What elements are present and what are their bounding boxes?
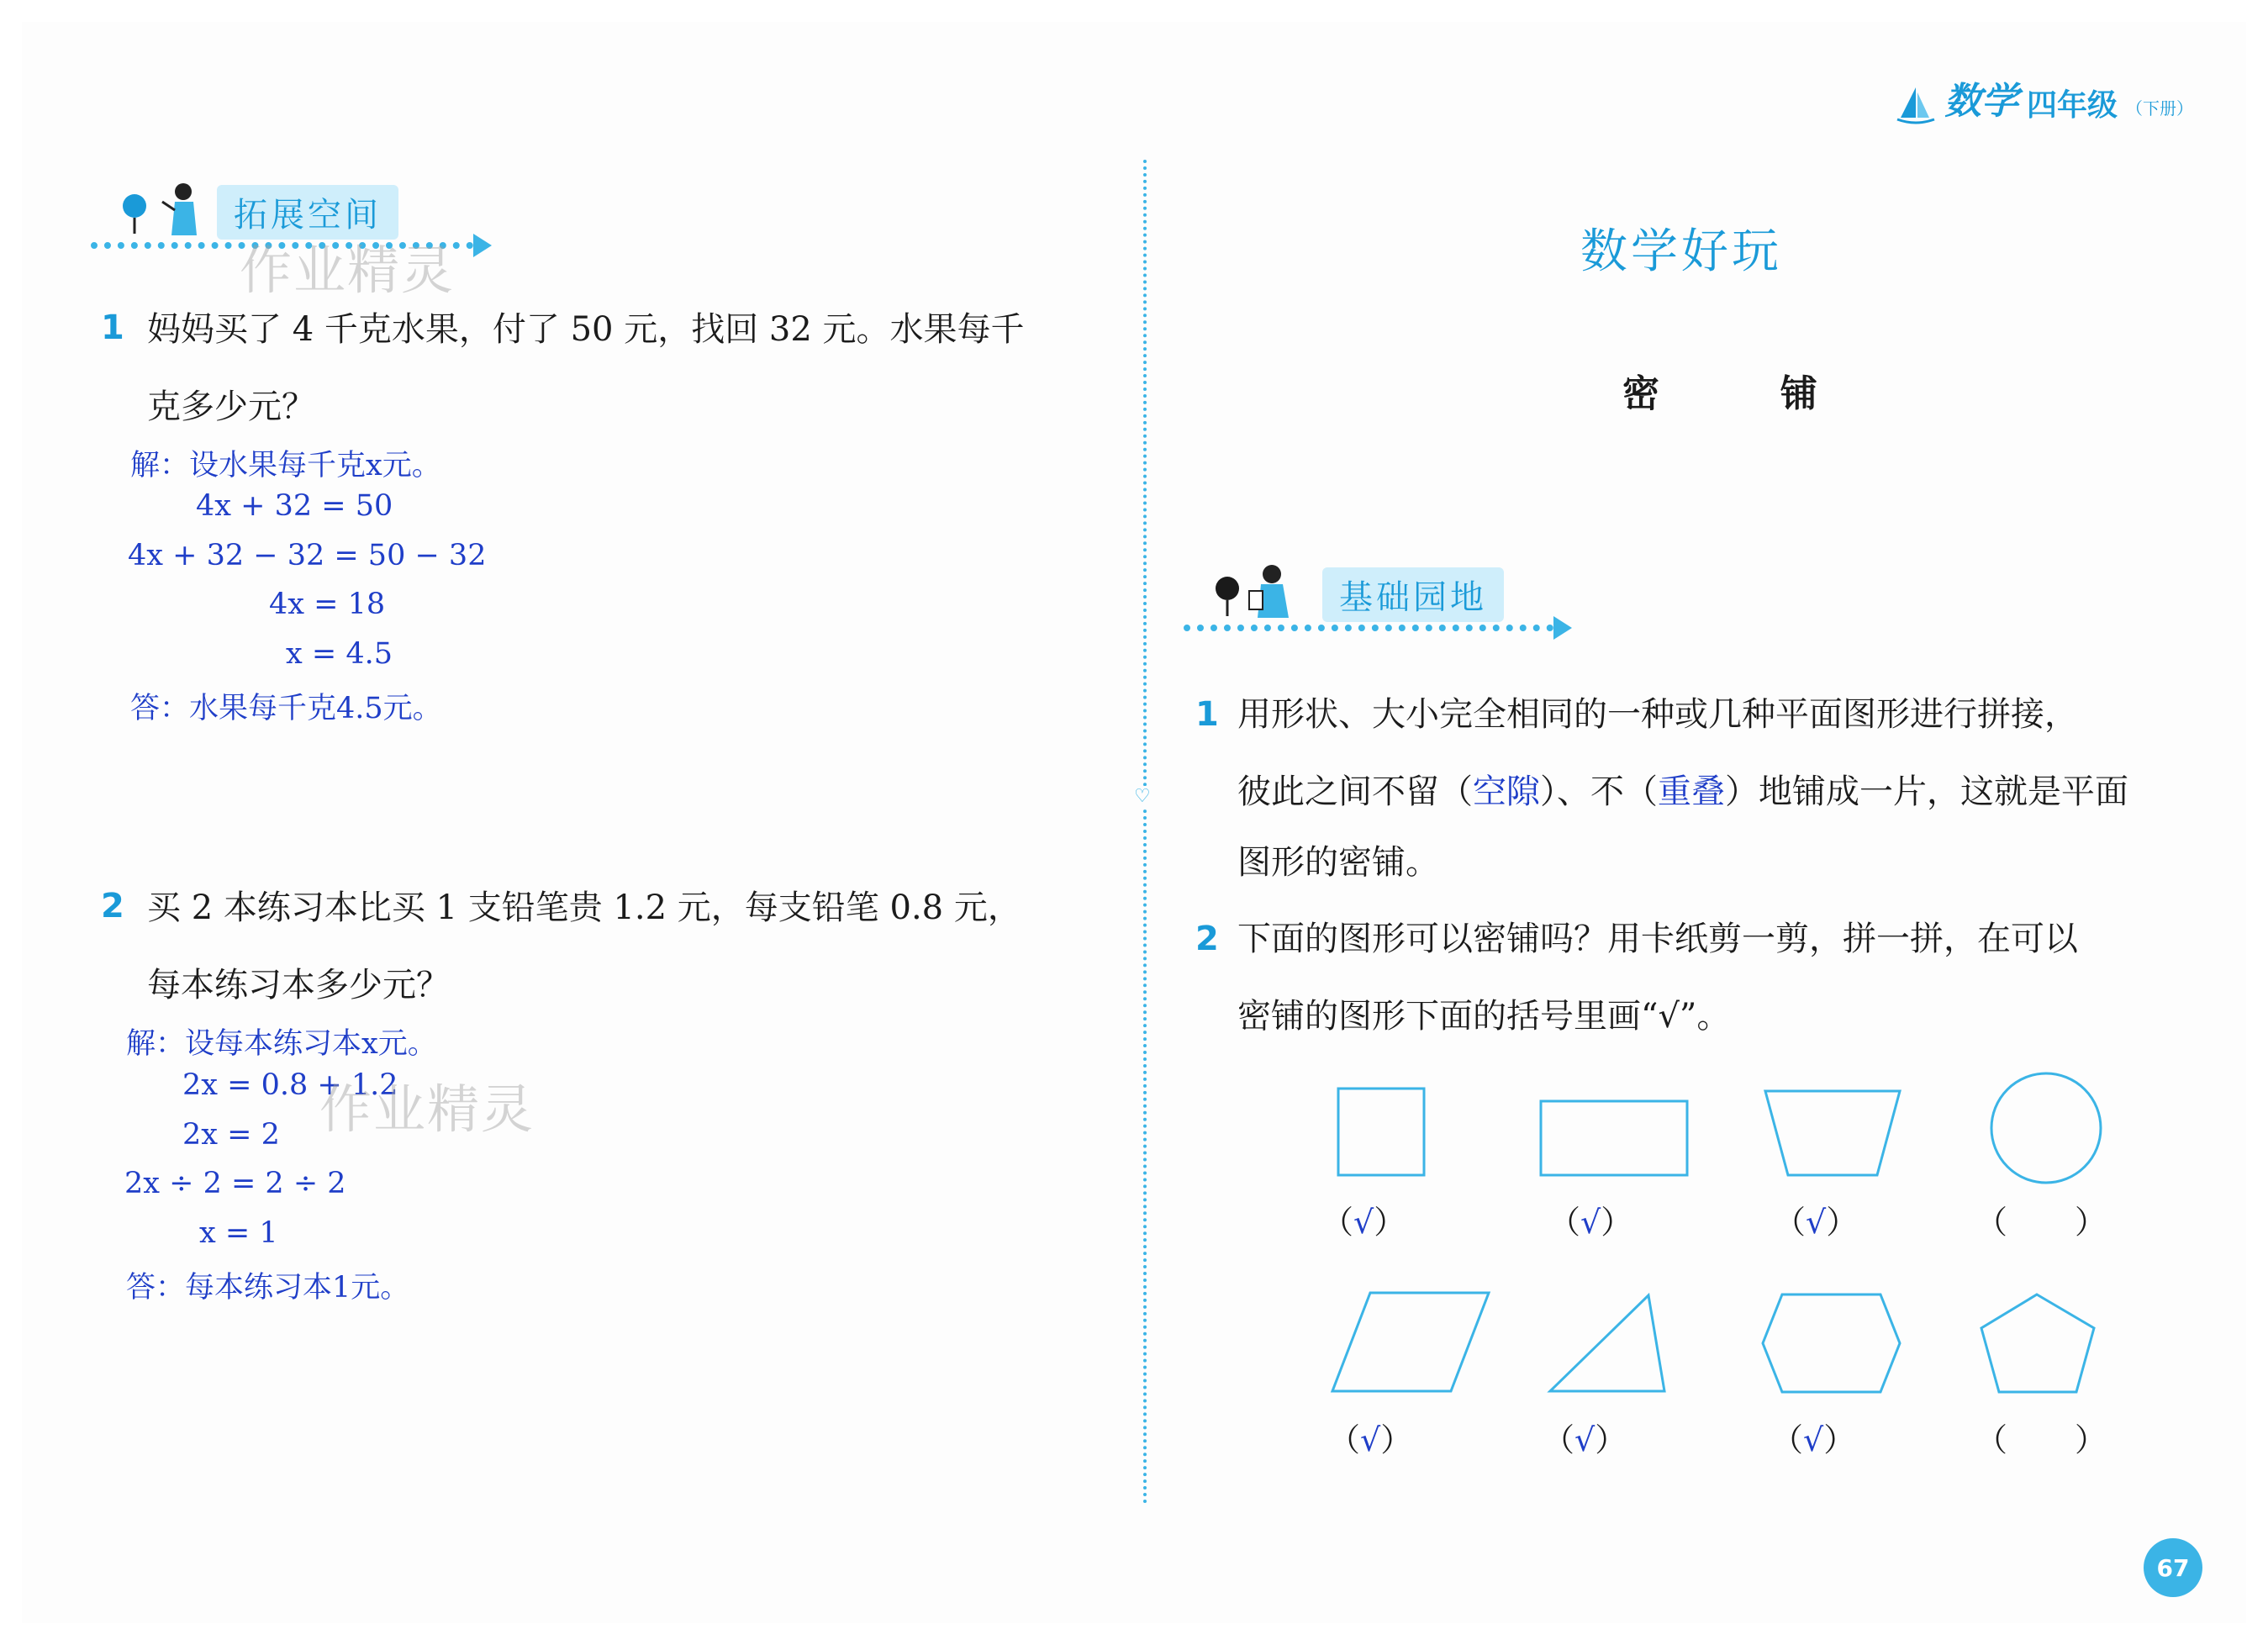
check-mark: √ — [1803, 1421, 1824, 1458]
lesson-title: 密 铺 — [1622, 372, 1859, 415]
answer-line: x = 4.5 — [286, 637, 393, 671]
banner-dotted-line — [1184, 625, 1553, 631]
answer-line: 答：水果每千克4.5元。 — [130, 692, 442, 725]
answer-line: 4x = 18 — [269, 588, 386, 621]
book-volume: （下册） — [2126, 98, 2194, 119]
check-mark: √ — [1806, 1204, 1827, 1241]
page-number: 67 — [2144, 1538, 2202, 1597]
check-mark: √ — [1574, 1421, 1596, 1458]
rectangle-shape — [1541, 1101, 1687, 1175]
question-number: 1 — [101, 308, 124, 347]
section-title-extension: 拓展空间 — [217, 185, 398, 240]
section-title-basics: 基础园地 — [1322, 567, 1504, 622]
kid-reading-icon — [1209, 559, 1301, 635]
question-text: 每本练习本多少元？ — [147, 966, 450, 1004]
question-text: 下面的图形可以密铺吗？用卡纸剪一剪，拼一拼，在可以 — [1237, 920, 2078, 958]
answer-line: 解：设每本练习本x元。 — [126, 1027, 437, 1061]
heart-icon: ♡ — [1134, 786, 1151, 807]
sailboat-logo-icon — [1896, 84, 1936, 124]
answer-parentheses: （ ） — [1975, 1204, 2107, 1241]
watermark: 作业精灵 — [319, 1078, 535, 1140]
blank-answer: 重叠 — [1658, 772, 1725, 811]
book-grade: 四年级 — [2027, 87, 2118, 123]
question-number: 2 — [101, 887, 124, 925]
book-header — [1896, 74, 2193, 124]
book-subject: 数学 — [1944, 80, 2018, 123]
question-number: 1 — [1195, 695, 1219, 734]
question-text: ）、不（ — [1540, 772, 1658, 811]
answer-line: 2x ÷ 2 = 2 ÷ 2 — [124, 1167, 346, 1200]
pentagon-shape — [1981, 1294, 2094, 1392]
question-text: 图形的密铺。 — [1237, 843, 1439, 882]
answer-parentheses: （√） — [1328, 1421, 1413, 1458]
answer-parentheses: （√） — [1774, 1204, 1859, 1241]
answer-line: 4x + 32 − 32 = 50 − 32 — [128, 539, 487, 572]
square-shape — [1338, 1089, 1424, 1175]
answer-line: 2x = 0.8 + 1.2 — [182, 1068, 398, 1102]
answer-parentheses: （ ） — [1975, 1421, 2107, 1458]
parallelogram-shape — [1332, 1293, 1489, 1391]
question-text: ）地铺成一片，这就是平面 — [1725, 772, 2128, 811]
check-mark: √ — [1580, 1204, 1601, 1241]
answer-line: x = 1 — [199, 1216, 278, 1250]
question-text: 买 2 本练习本比买 1 支铅笔贵 1.2 元，每支铅笔 0.8 元， — [147, 888, 1021, 927]
arrow-right-icon — [1553, 616, 1572, 640]
section-banner-basics — [1184, 559, 1587, 660]
page-title: 数学好玩 — [1580, 224, 1782, 279]
answer-line: 答：每本练习本1元。 — [126, 1271, 410, 1305]
question-number: 2 — [1195, 920, 1219, 958]
trapezoid-shape — [1765, 1091, 1900, 1175]
question-text: 妈妈买了 4 千克水果，付了 50 元，找回 32 元。水果每千 — [147, 310, 1025, 349]
answer-line: 4x + 32 = 50 — [196, 489, 393, 523]
answer-line: 解：设水果每千克x元。 — [130, 449, 441, 482]
kid-with-lantern-icon — [116, 177, 208, 252]
question-text-with-blanks — [1237, 753, 2128, 830]
answer-line: 2x = 2 — [182, 1118, 280, 1152]
watermark: 作业精灵 — [240, 240, 456, 301]
check-mark: √ — [1353, 1204, 1374, 1241]
question-text: 密铺的图形下面的括号里画“√”。 — [1237, 997, 1731, 1036]
triangle-shape — [1550, 1295, 1664, 1391]
answer-parentheses: （√） — [1543, 1421, 1627, 1458]
answer-parentheses: （√） — [1771, 1421, 1856, 1458]
answer-parentheses: （√） — [1548, 1204, 1633, 1241]
question-text: 克多少元？ — [147, 388, 315, 426]
hexagon-shape — [1763, 1294, 1900, 1392]
answer-parentheses: （√） — [1321, 1204, 1406, 1241]
check-mark: √ — [1360, 1421, 1381, 1458]
question-text: 彼此之间不留（ — [1237, 772, 1473, 811]
arrow-right-icon — [473, 234, 492, 257]
circle-shape — [1991, 1073, 2101, 1183]
blank-answer: 空隙 — [1473, 772, 1540, 811]
question-text: 用形状、大小完全相同的一种或几种平面图形进行拼接， — [1237, 695, 2078, 734]
page-divider — [1143, 160, 1147, 1505]
